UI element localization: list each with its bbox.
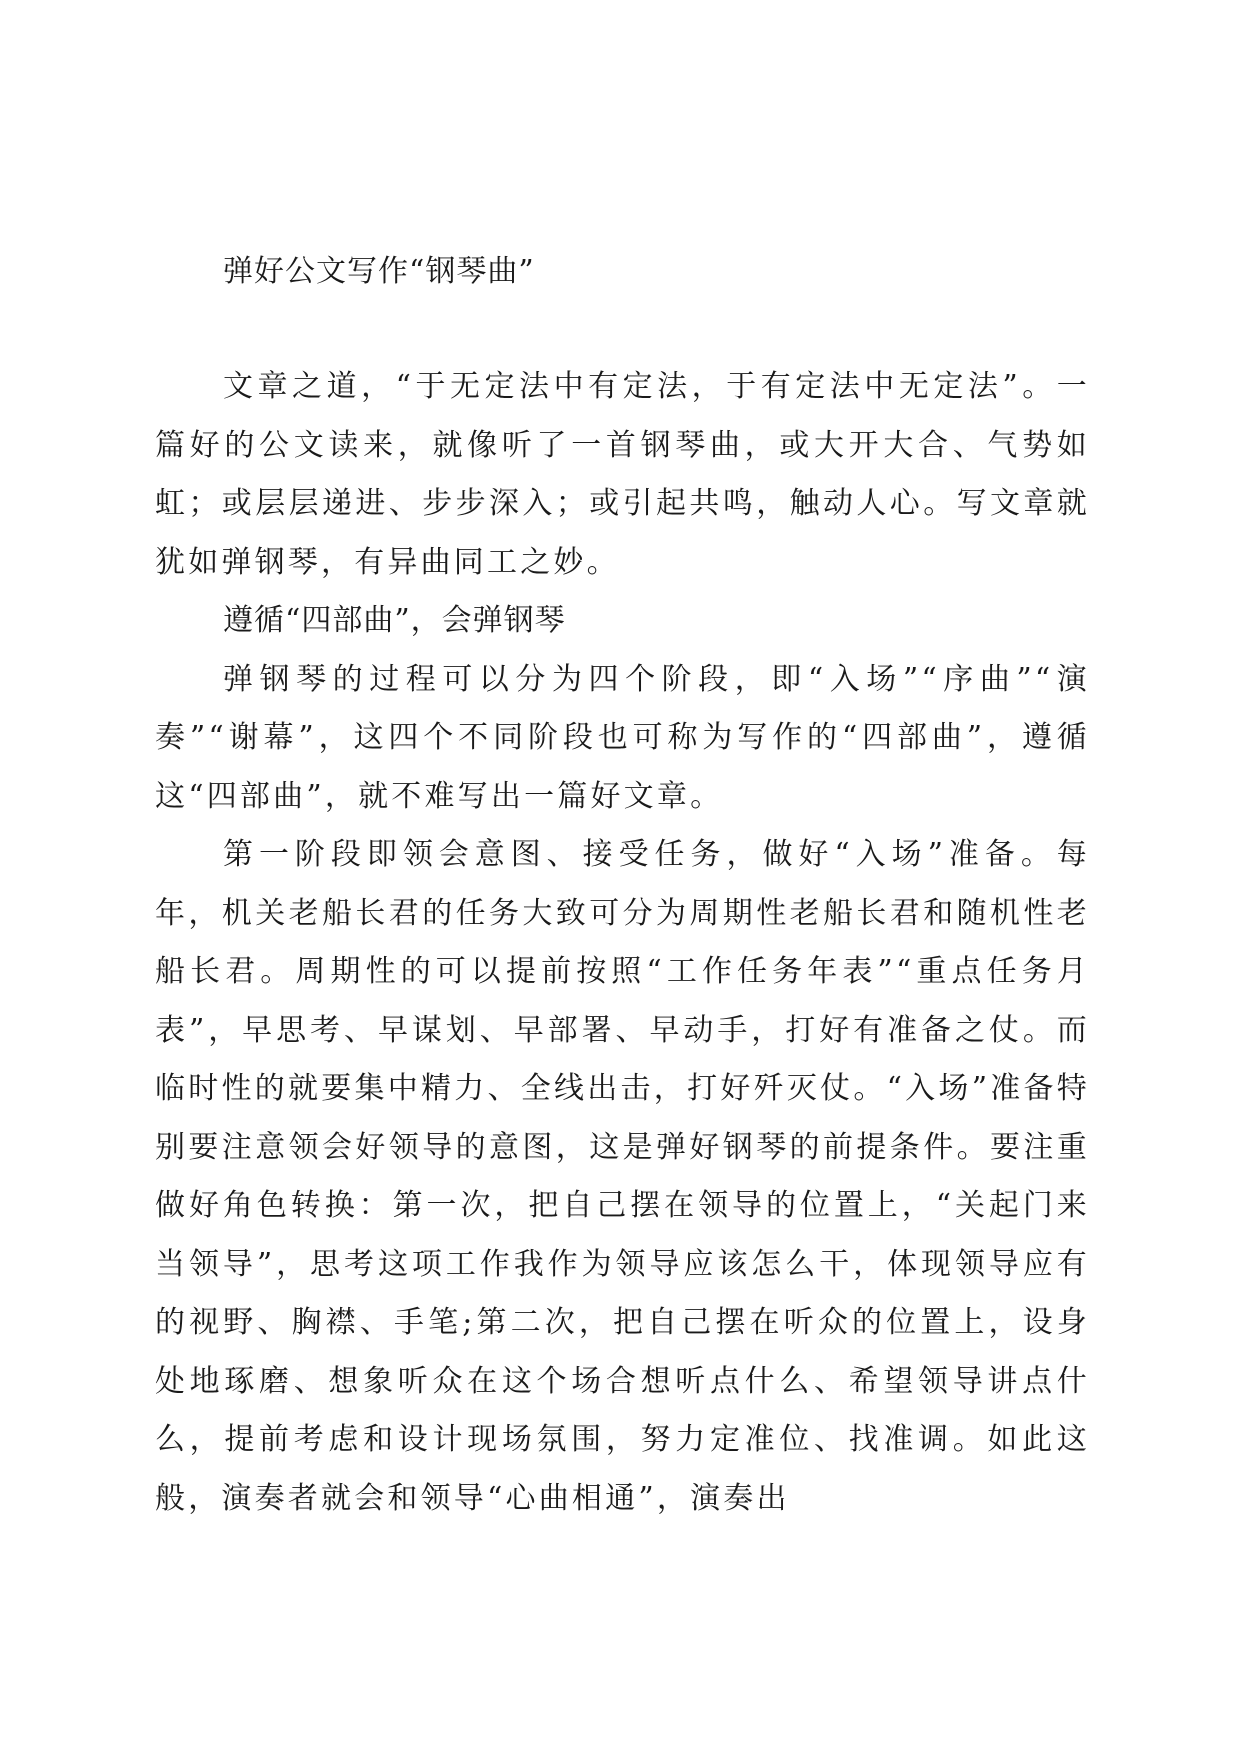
document-page — [155, 0, 1090, 1754]
section-heading: 遵循“四部曲”，会弹钢琴 — [223, 603, 566, 638]
paragraph-first-stage: 第一阶段即领会意图、接受任务，做好“入场”准备。每年，机关老船长君的任务大致可分为周期性老船长君和随机性老船长君。周期性的可以提前按照“工作任务年表”“重点任务月表”，早思考、早谋划、早部署、早动手，打好有准备之仗。而临时性的就要集中精力、全线出击，打好歼灭仗。“入场”准备特别要注意领会好领导的意图，这是弹好钢琴的前提条件。要注重做好角色转换：第一次，把自己摆在领导的位置上，“关起门来当领导”，思考这项工作我作为领导应该怎么干，体现领导应有的视野、胸襟、手笔;第二次，把自己摆在听众的位置上，设身处地琢磨、想象听众在这个场合想听点什么、希望领导讲点什么，提前考虑和设计现场氛围，努力定准位、找准调。如此这般，演奏者就会和领导“心曲相通”，演奏出 — [155, 837, 1090, 1516]
document-title: 弹好公文写作“钢琴曲” — [223, 254, 535, 289]
paragraph-intro: 文章之道，“于无定法中有定法，于有定法中无定法”。一篇好的公文读来，就像听了一首钢琴曲，或大开大合、气势如虹；或层层递进、步步深入；或引起共鸣，触动人心。写文章就犹如弹钢琴，有异曲同工之妙。 — [155, 369, 1090, 580]
paragraph-four-stages: 弹钢琴的过程可以分为四个阶段，即“入场”“序曲”“演奏”“谢幕”，这四个不同阶段也可称为写作的“四部曲”，遵循这“四部曲”，就不难写出一篇好文章。 — [155, 661, 1090, 814]
document-body — [155, 358, 1090, 1528]
